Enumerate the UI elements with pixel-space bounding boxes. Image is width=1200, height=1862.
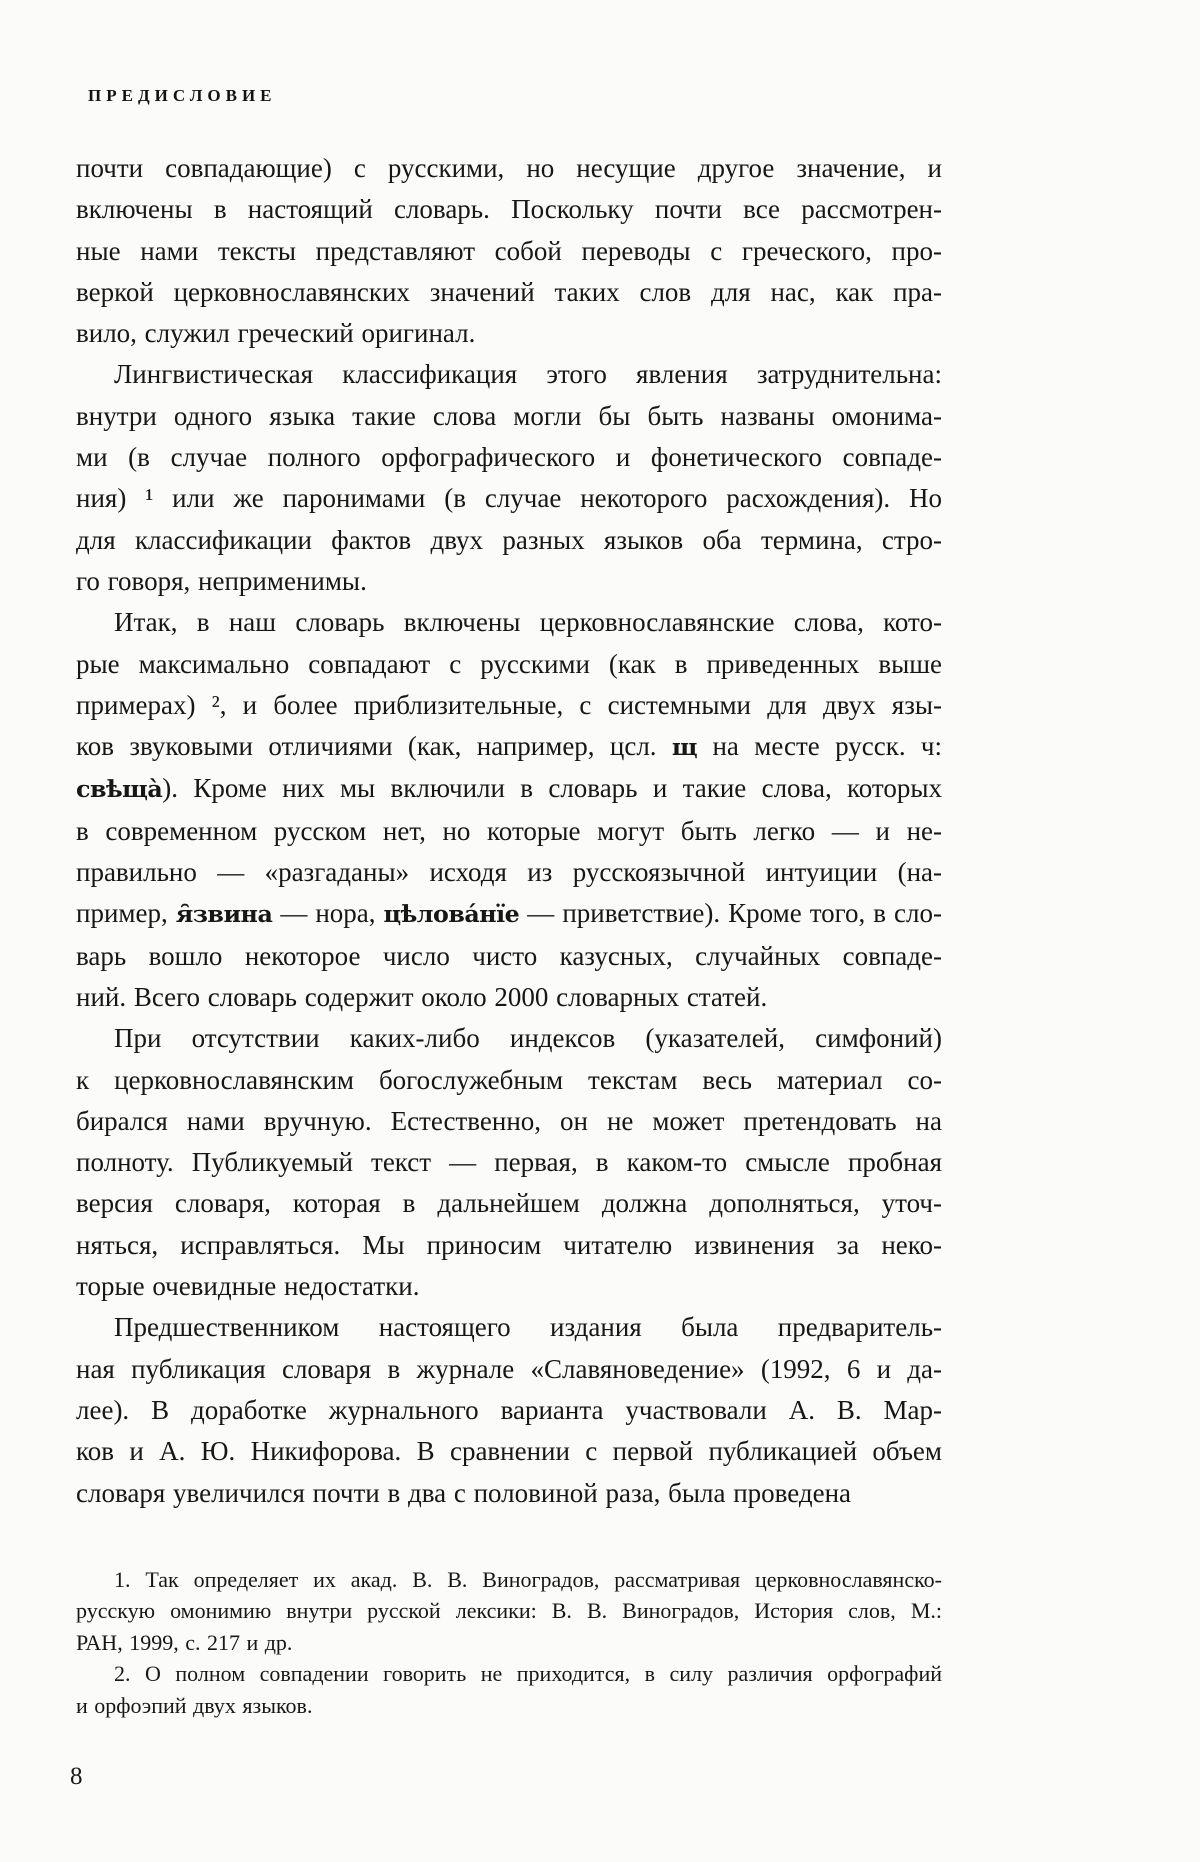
page-number: 8: [70, 1763, 83, 1791]
footnote-line: [76, 1595, 942, 1627]
text-segment: и орфоэпий двух языков.: [76, 1692, 313, 1718]
text-line: [76, 437, 942, 478]
text-line: [76, 1183, 942, 1224]
footnote-line: [76, 1627, 942, 1659]
text-segment: няться, исправляться. Мы приносим читателю извинения за неко-: [76, 1229, 942, 1260]
text-segment: торые очевидные недостатки.: [76, 1271, 420, 1302]
text-segment: ные нами тексты представляют собой переводы с греческого, про-: [76, 235, 942, 266]
text-segment: правильно — «разгаданы» исходя из русскоязычной интуиции (на-: [76, 857, 942, 888]
text-line: [76, 520, 942, 561]
text-segment: Лингвистическая классификация этого явления затруднительна:: [114, 359, 942, 390]
text-segment: примерах) ², и более приблизительные, с системными для двух язы-: [76, 689, 942, 720]
footnote-line: [76, 1658, 942, 1690]
church-slavonic-word: щ: [671, 733, 698, 762]
text-segment: внутри одного языка такие слова могли бы быть названы омонима-: [76, 400, 942, 431]
text-line: [76, 1101, 942, 1142]
text-segment: вило, служил греческий оригинал.: [76, 318, 476, 349]
text-line: [76, 1431, 942, 1472]
text-line: [76, 561, 942, 602]
text-line: [76, 936, 942, 977]
text-line: [76, 148, 942, 189]
church-slavonic-word: свѣща̀: [76, 775, 163, 804]
text-segment: ). Кроме них мы включили в словарь и такие слова, которых: [162, 773, 942, 804]
text-segment: для классификации фактов двух разных языков оба термина, стро-: [76, 524, 942, 555]
text-line: [76, 852, 942, 893]
paragraph: [76, 354, 942, 602]
text-line: [76, 685, 942, 726]
text-line: [76, 726, 942, 768]
text-segment: русскую омонимию внутри русской лексики: В. В. Виноградов, История слов, М.:: [76, 1598, 942, 1624]
paragraph: [76, 602, 942, 1018]
text-line: [76, 231, 942, 272]
text-line: [76, 313, 942, 354]
text-line: [76, 977, 942, 1018]
text-line: [76, 1018, 942, 1059]
text-segment: лее). В доработке журнального варианта участвовали А. В. Мар-: [76, 1394, 942, 1425]
footnote-line: [76, 1690, 942, 1722]
text-segment: варь вошло некоторое число чисто казусных, случайных совпаде-: [76, 940, 942, 971]
text-segment: Предшественником настоящего издания была предваритель-: [114, 1312, 942, 1343]
text-line: [76, 1390, 942, 1431]
text-segment: Итак, в наш словарь включены церковнославянские слова, кото-: [114, 607, 942, 638]
text-segment: ков и А. Ю. Никифорова. В сравнении с первой публикацией объем: [76, 1436, 942, 1467]
church-slavonic-word: цѣлова́нїе: [383, 900, 520, 929]
footnote-line: [76, 1564, 942, 1596]
text-segment: рые максимально совпадают с русскими (как в приведенных выше: [76, 648, 942, 679]
text-line: [76, 396, 942, 437]
paragraph: [76, 148, 942, 354]
text-segment: ми (в случае полного орфографического и фонетического совпаде-: [76, 442, 942, 473]
text-line: [76, 1307, 942, 1348]
text-line: [76, 1225, 942, 1266]
text-segment: ния) ¹ или же паронимами (в случае некоторого расхождения). Но: [76, 483, 942, 514]
text-segment: пример,: [76, 898, 176, 929]
text-line: [76, 602, 942, 643]
text-line: [76, 644, 942, 685]
text-segment: версия словаря, которая в дальнейшем должна дополняться, уточ-: [76, 1188, 942, 1219]
text-line: [76, 1060, 942, 1101]
text-segment: на месте русск. ч:: [697, 731, 942, 762]
text-segment: ная публикация словаря в журнале «Славяноведение» (1992, 6 и да-: [76, 1353, 942, 1384]
paragraph: [76, 1307, 942, 1513]
text-segment: включены в настоящий словарь. Поскольку почти все рассмотрен-: [76, 194, 942, 225]
text-segment: — приветствие). Кроме того, в сло-: [519, 898, 943, 929]
paragraph: [76, 1018, 942, 1307]
text-line: [76, 1142, 942, 1183]
text-segment: При отсутствии каких-либо индексов (указателей, симфоний): [114, 1023, 942, 1054]
text-line: [76, 893, 942, 935]
text-segment: веркой церковнославянских значений таких слов для нас, как пра-: [76, 276, 942, 307]
text-line: [76, 189, 942, 230]
text-segment: полноту. Публикуемый текст — первая, в каком-то смысле пробная: [76, 1147, 942, 1178]
text-segment: ний. Всего словарь содержит около 2000 словарных статей.: [76, 981, 768, 1012]
paragraph: [76, 1658, 942, 1721]
page-heading: ПРЕДИСЛОВИЕ: [88, 86, 277, 105]
footnotes: [76, 1564, 942, 1722]
text-segment: 1. Так определяет их акад. В. В. Виноградов, рассматривая церковнославянско-: [114, 1566, 942, 1592]
text-segment: в современном русском нет, но которые могут быть легко — и не-: [76, 815, 942, 846]
text-line: [76, 811, 942, 852]
text-line: [76, 478, 942, 519]
text-segment: к церковнославянским богослужебным текстам весь материал со-: [76, 1064, 942, 1095]
text-line: [76, 272, 942, 313]
text-segment: РАН, 1999, с. 217 и др.: [76, 1629, 293, 1655]
text-line: [76, 354, 942, 395]
text-segment: почти совпадающие) с русскими, но несущие другое значение, и: [76, 153, 942, 183]
text-segment: го говоря, неприменимы.: [76, 565, 367, 596]
text-line: [76, 1473, 942, 1514]
text-segment: 2. О полном совпадении говорить не приходится, в силу различия орфографий: [114, 1661, 942, 1687]
text-segment: — нора,: [272, 898, 384, 929]
text-line: [76, 1266, 942, 1307]
church-slavonic-word: я̑звина: [175, 900, 273, 929]
paragraph: [76, 1564, 942, 1659]
text-line: [76, 768, 942, 810]
text-segment: ков звуковыми отличиями (как, например, цсл.: [76, 731, 672, 762]
text-line: [76, 1349, 942, 1390]
text-segment: словаря увеличился почти в два с половиной раза, была проведена: [76, 1477, 852, 1508]
body-text: [76, 148, 942, 1514]
text-segment: бирался нами вручную. Естественно, он не может претендовать на: [76, 1105, 942, 1136]
